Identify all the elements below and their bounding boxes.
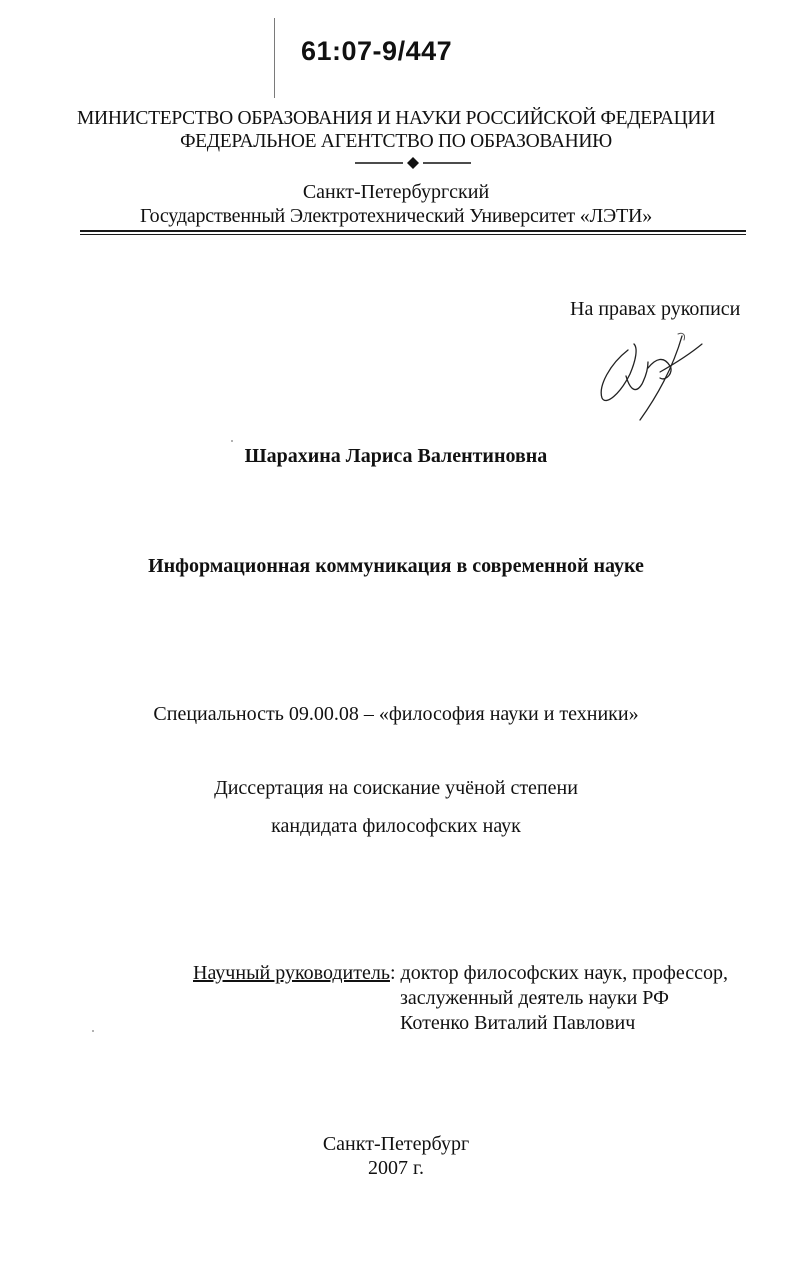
header-rule-thick [80, 230, 746, 232]
footer-year: 2007 г. [368, 1157, 424, 1179]
dissertation-title: Информационная коммуникация в современной науке [148, 555, 644, 577]
degree-line-2: кандидата философских наук [271, 815, 521, 837]
university-city: Санкт-Петербургский [302, 181, 490, 203]
catalog-number: 61:07-9/447 [301, 36, 453, 66]
university-name: Государственный Электротехнический Университет «ЛЭТИ» [139, 205, 653, 227]
advisor-name: Котенко Виталий Павлович [400, 1012, 636, 1034]
ministry-heading: МИНИСТЕРСТВО ОБРАЗОВАНИЯ И НАУКИ РОССИЙСКОЙ ФЕДЕРАЦИИ [77, 108, 715, 129]
handwritten-signature [590, 328, 710, 428]
diamond-divider-icon [355, 156, 471, 170]
degree-line-1: Диссертация на соискание учёной степени [214, 777, 578, 799]
footer-city: Санкт-Петербург [322, 1133, 470, 1155]
scan-speck [231, 440, 233, 442]
specialty-line: Специальность 09.00.08 – «философия науки и техники» [153, 703, 639, 725]
advisor-label: Научный руководитель [193, 962, 390, 984]
scan-speck [92, 1030, 94, 1032]
agency-heading: ФЕДЕРАЛЬНОЕ АГЕНТСТВО ПО ОБРАЗОВАНИЮ [180, 131, 612, 152]
scan-margin-line [274, 18, 275, 98]
author-name: Шарахина Лариса Валентиновна [244, 445, 548, 467]
advisor-honor: заслуженный деятель науки РФ [400, 987, 669, 1009]
header-rule-thin [80, 234, 746, 235]
advisor-title: : доктор философских наук, профессор, [389, 962, 728, 984]
manuscript-rights-note: На правах рукописи [570, 298, 741, 320]
